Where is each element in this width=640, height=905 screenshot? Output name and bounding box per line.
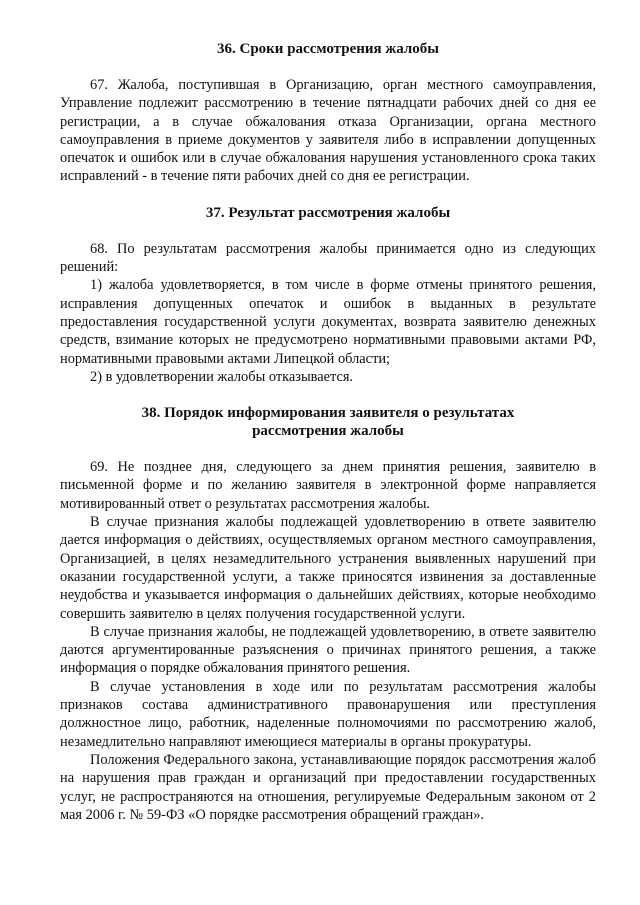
paragraph-69: 69. Не позднее дня, следующего за днем принятия решения, заявителю в письменной форме и по желанию заявителя в электронной форме направляется мотивированный ответ о результатах рассмотрения жалобы. (60, 459, 596, 512)
paragraph-69-satisfied: В случае признания жалобы подлежащей удовлетворению в ответе заявителю дается информация о действиях, осуществляемых органом местного самоуправления, Организацией, в целях незамедлительного устранения выявленных нарушений при оказании государственной услуги, а также приносятся извинения за доставленные неудобства и указывается информация о дальнейших действиях, которые необходимо совершить заявителю в целях получения государственной услуги. (60, 514, 596, 622)
paragraph-67: 67. Жалоба, поступившая в Организацию, орган местного самоуправления, Управление подлежит рассмотрению в течение пятнадцати рабочих дней со дня ее регистрации, а в случае обжалования отказа Организации, органа местного самоуправления в приеме документов у заявителя либо в исправлении допущенных опечаток и ошибок или в случае обжалования нарушения установленного срока таких исправлений - в течение пяти рабочих дней со дня ее регистрации. (60, 77, 596, 185)
paragraph-69-violation: В случае установления в ходе или по результатам рассмотрения жалобы признаков состава административного правонарушения или преступления должностное лицо, работник, наделенные полномочиями по рассмотрению жалоб, незамедлительно направляют имеющиеся материалы в органы прокуратуры. (60, 678, 596, 750)
section-37-heading: 37. Результат рассмотрения жалобы (205, 204, 451, 221)
paragraph-68-item-2: 2) в удовлетворении жалобы отказывается. (90, 368, 354, 385)
paragraph-69-rejected: В случае признания жалобы, не подлежащей удовлетворению, в ответе заявителю даются аргументированные разъяснения о причинах принятого решения, а также информация о порядке обжалования принятого решения. (60, 623, 596, 677)
paragraph-69-federal-law: Положения Федерального закона, устанавливающие порядок рассмотрения жалоб на нарушения прав граждан и организаций при предоставлении государственных услуг, не распространяются на отношения, регулируемые Федеральным законом от 2 мая 2006 г. № 59-ФЗ «О порядке рассмотрения обращений граждан». (60, 751, 596, 823)
document-page (60, 40, 596, 824)
paragraph-68-item-1: 1) жалоба удовлетворяется, в том числе в форме отмены принятого решения, исправления допущенных опечаток и ошибок в выданных в результате предоставления государственной услуги документах, возврата заявителю денежных средств, взимание которых не предусмотрено нормативными правовыми актами РФ, нормативными правовыми актами Липецкой области; (60, 277, 596, 367)
section-38-heading-line2: рассмотрения жалобы (252, 423, 404, 440)
section-38-heading-line1: 38. Порядок информирования заявителя о результатах (141, 405, 515, 422)
paragraph-68: 68. По результатам рассмотрения жалобы принимается одно из следующих решений: (60, 240, 596, 276)
section-38-heading (60, 404, 596, 440)
section-36-heading: 36. Сроки рассмотрения жалобы (216, 41, 440, 57)
